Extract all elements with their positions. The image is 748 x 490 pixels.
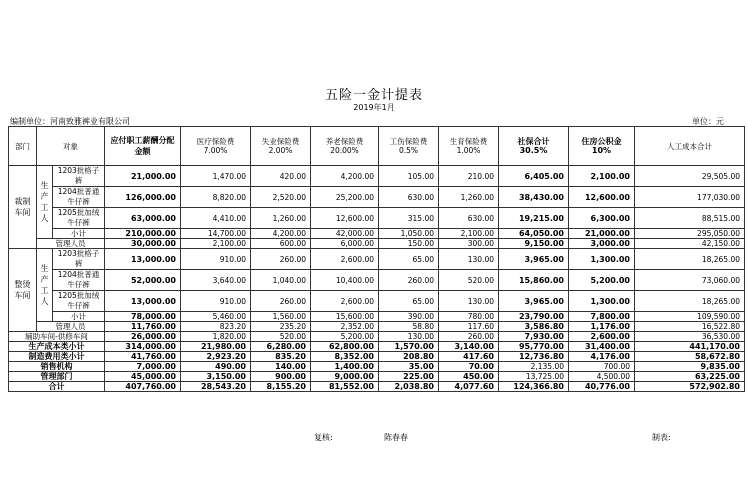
cell-labor: 18,265.00 xyxy=(635,249,745,270)
cell-maternity: 4,077.60 xyxy=(439,382,499,392)
cell-injury: 105.00 xyxy=(379,166,439,187)
row-item: 1203批格子裤 xyxy=(53,166,105,187)
group-label: 生产工人 xyxy=(37,249,53,322)
cell-unemployment: 900.00 xyxy=(251,372,311,382)
col-social: 社保合计 30.5% xyxy=(499,127,569,166)
cell-maternity: 117.60 xyxy=(439,322,499,332)
table-row xyxy=(9,229,745,239)
cell-unemployment: 1,560.00 xyxy=(251,312,311,322)
cell-labor: 18,265.00 xyxy=(635,291,745,312)
cell-pension: 6,000.00 xyxy=(311,239,379,249)
cell-pension: 2,600.00 xyxy=(311,291,379,312)
cell-maternity: 300.00 xyxy=(439,239,499,249)
cell-labor: 109,590.00 xyxy=(635,312,745,322)
group-label: 生产工人 xyxy=(37,166,53,239)
cell-social: 15,860.00 xyxy=(499,270,569,291)
cell-salary: 30,000.00 xyxy=(105,239,181,249)
cell-pension: 10,400.00 xyxy=(311,270,379,291)
preparer-label: 制表: xyxy=(652,433,671,442)
cell-salary: 13,000.00 xyxy=(105,291,181,312)
cell-housing: 700.00 xyxy=(569,362,635,372)
cell-pension: 62,800.00 xyxy=(311,342,379,352)
row-item: 辅助车间-供修车间 xyxy=(9,332,105,342)
cell-social: 38,430.00 xyxy=(499,187,569,208)
col-labor: 人工成本合计 xyxy=(635,127,745,166)
cell-salary: 407,760.00 xyxy=(105,382,181,392)
cell-medical: 823.20 xyxy=(181,322,251,332)
cell-maternity: 780.00 xyxy=(439,312,499,322)
cell-salary: 13,000.00 xyxy=(105,249,181,270)
cell-maternity: 260.00 xyxy=(439,332,499,342)
cell-pension: 1,400.00 xyxy=(311,362,379,372)
summary-row xyxy=(9,372,745,382)
cell-labor: 441,170.00 xyxy=(635,342,745,352)
cell-unemployment: 835.20 xyxy=(251,352,311,362)
cell-housing: 12,600.00 xyxy=(569,187,635,208)
cell-pension: 25,200.00 xyxy=(311,187,379,208)
cell-injury: 208.80 xyxy=(379,352,439,362)
cell-medical: 490.00 xyxy=(181,362,251,372)
cell-salary: 26,000.00 xyxy=(105,332,181,342)
cell-medical: 910.00 xyxy=(181,249,251,270)
table-row xyxy=(9,291,745,312)
cell-housing: 21,000.00 xyxy=(569,229,635,239)
cell-maternity: 130.00 xyxy=(439,249,499,270)
col-maternity: 生育保险费 1.00% xyxy=(439,127,499,166)
table-row xyxy=(9,270,745,291)
cell-salary: 41,760.00 xyxy=(105,352,181,362)
summary-row xyxy=(9,352,745,362)
insurance-table xyxy=(8,126,745,392)
cell-salary: 52,000.00 xyxy=(105,270,181,291)
cell-unemployment: 1,040.00 xyxy=(251,270,311,291)
cell-labor: 29,505.00 xyxy=(635,166,745,187)
row-item: 小计 xyxy=(53,229,105,239)
cell-unemployment: 6,280.00 xyxy=(251,342,311,352)
cell-unemployment: 4,200.00 xyxy=(251,229,311,239)
cell-maternity: 630.00 xyxy=(439,208,499,229)
report-title: 五险一金计提表 xyxy=(324,88,423,103)
summary-row xyxy=(9,342,745,352)
cell-salary: 45,000.00 xyxy=(105,372,181,382)
cell-medical: 1,820.00 xyxy=(181,332,251,342)
cell-labor: 63,225.00 xyxy=(635,372,745,382)
cell-medical: 3,640.00 xyxy=(181,270,251,291)
cell-injury: 58.80 xyxy=(379,322,439,332)
cell-maternity: 210.00 xyxy=(439,166,499,187)
cell-injury: 2,038.80 xyxy=(379,382,439,392)
cell-medical: 4,410.00 xyxy=(181,208,251,229)
cell-labor: 58,672.80 xyxy=(635,352,745,362)
col-dept: 部门 xyxy=(9,127,37,166)
cell-labor: 16,522.80 xyxy=(635,322,745,332)
cell-pension: 2,600.00 xyxy=(311,249,379,270)
report-period: 2019年1月 xyxy=(353,103,395,112)
table-row xyxy=(9,249,745,270)
cell-housing: 1,300.00 xyxy=(569,249,635,270)
cell-housing: 2,100.00 xyxy=(569,166,635,187)
row-item: 销售机构 xyxy=(9,362,105,372)
cell-social: 3,586.80 xyxy=(499,322,569,332)
cell-pension: 2,352.00 xyxy=(311,322,379,332)
cell-housing: 31,400.00 xyxy=(569,342,635,352)
reviewer-name: 陈春春 xyxy=(384,433,408,442)
dept-name: 裁制车间 xyxy=(9,166,37,249)
cell-unemployment: 420.00 xyxy=(251,166,311,187)
col-pension: 养老保险费 20.00% xyxy=(311,127,379,166)
cell-housing: 1,176.00 xyxy=(569,322,635,332)
company-label: 编制单位：河南致雅裤业有限公司 xyxy=(10,117,130,126)
col-injury: 工伤保险费 0.5% xyxy=(379,127,439,166)
cell-injury: 65.00 xyxy=(379,291,439,312)
cell-unemployment: 140.00 xyxy=(251,362,311,372)
cell-salary: 7,000.00 xyxy=(105,362,181,372)
cell-maternity: 520.00 xyxy=(439,270,499,291)
cell-injury: 1,050.00 xyxy=(379,229,439,239)
cell-housing: 1,300.00 xyxy=(569,291,635,312)
cell-social: 9,150.00 xyxy=(499,239,569,249)
cell-unemployment: 260.00 xyxy=(251,249,311,270)
col-medical: 医疗保险费 7.00% xyxy=(181,127,251,166)
table-row xyxy=(9,322,745,332)
cell-injury: 35.00 xyxy=(379,362,439,372)
cell-pension: 81,552.00 xyxy=(311,382,379,392)
cell-medical: 910.00 xyxy=(181,291,251,312)
cell-injury: 390.00 xyxy=(379,312,439,322)
cell-social: 64,050.00 xyxy=(499,229,569,239)
row-item: 制造费用类小计 xyxy=(9,352,105,362)
cell-social: 7,930.00 xyxy=(499,332,569,342)
cell-unemployment: 2,520.00 xyxy=(251,187,311,208)
cell-maternity: 450.00 xyxy=(439,372,499,382)
col-salary: 应付职工薪酬分配金额 xyxy=(105,127,181,166)
col-object: 对象 xyxy=(37,127,105,166)
cell-housing: 2,600.00 xyxy=(569,332,635,342)
table-row xyxy=(9,187,745,208)
row-item: 管理人员 xyxy=(37,239,105,249)
col-unemployment: 失业保险费 2.00% xyxy=(251,127,311,166)
cell-social: 95,770.00 xyxy=(499,342,569,352)
cell-pension: 4,200.00 xyxy=(311,166,379,187)
cell-pension: 12,600.00 xyxy=(311,208,379,229)
row-item: 管理人员 xyxy=(37,322,105,332)
cell-housing: 6,300.00 xyxy=(569,208,635,229)
cell-housing: 5,200.00 xyxy=(569,270,635,291)
cell-unemployment: 260.00 xyxy=(251,291,311,312)
cell-labor: 42,150.00 xyxy=(635,239,745,249)
cell-maternity: 1,260.00 xyxy=(439,187,499,208)
cell-injury: 150.00 xyxy=(379,239,439,249)
table-row xyxy=(9,208,745,229)
cell-social: 12,736.80 xyxy=(499,352,569,362)
cell-medical: 21,980.00 xyxy=(181,342,251,352)
cell-maternity: 130.00 xyxy=(439,291,499,312)
cell-housing: 7,800.00 xyxy=(569,312,635,322)
cell-maternity: 2,100.00 xyxy=(439,229,499,239)
cell-injury: 225.00 xyxy=(379,372,439,382)
cell-social: 23,790.00 xyxy=(499,312,569,322)
cell-pension: 42,000.00 xyxy=(311,229,379,239)
cell-salary: 210,000.00 xyxy=(105,229,181,239)
cell-housing: 4,500.00 xyxy=(569,372,635,382)
cell-medical: 2,923.20 xyxy=(181,352,251,362)
row-item: 1203批格子裤 xyxy=(53,249,105,270)
cell-salary: 78,000.00 xyxy=(105,312,181,322)
cell-pension: 15,600.00 xyxy=(311,312,379,322)
cell-social: 124,366.80 xyxy=(499,382,569,392)
cell-housing: 4,176.00 xyxy=(569,352,635,362)
cell-medical: 5,460.00 xyxy=(181,312,251,322)
cell-pension: 5,200.00 xyxy=(311,332,379,342)
cell-medical: 1,470.00 xyxy=(181,166,251,187)
cell-medical: 3,150.00 xyxy=(181,372,251,382)
review-label: 复核: xyxy=(314,433,333,442)
cell-medical: 14,700.00 xyxy=(181,229,251,239)
row-item: 1204批普通牛仔裤 xyxy=(53,270,105,291)
cell-medical: 8,820.00 xyxy=(181,187,251,208)
cell-pension: 8,352.00 xyxy=(311,352,379,362)
cell-injury: 1,570.00 xyxy=(379,342,439,352)
cell-labor: 9,835.00 xyxy=(635,362,745,372)
cell-social: 19,215.00 xyxy=(499,208,569,229)
cell-unemployment: 235.20 xyxy=(251,322,311,332)
row-item: 1205批加绒牛仔裤 xyxy=(53,291,105,312)
row-item: 1204批普通牛仔裤 xyxy=(53,187,105,208)
cell-social: 13,725.00 xyxy=(499,372,569,382)
row-item: 小计 xyxy=(53,312,105,322)
summary-row xyxy=(9,362,745,372)
table-row xyxy=(9,239,745,249)
row-item: 管理部门 xyxy=(9,372,105,382)
cell-salary: 11,760.00 xyxy=(105,322,181,332)
cell-injury: 315.00 xyxy=(379,208,439,229)
cell-maternity: 3,140.00 xyxy=(439,342,499,352)
cell-social: 6,405.00 xyxy=(499,166,569,187)
cell-unemployment: 600.00 xyxy=(251,239,311,249)
cell-housing: 3,000.00 xyxy=(569,239,635,249)
total-row xyxy=(9,382,745,392)
cell-unemployment: 1,260.00 xyxy=(251,208,311,229)
cell-unemployment: 520.00 xyxy=(251,332,311,342)
cell-labor: 177,030.00 xyxy=(635,187,745,208)
cell-labor: 295,050.00 xyxy=(635,229,745,239)
cell-labor: 572,902.80 xyxy=(635,382,745,392)
cell-maternity: 417.60 xyxy=(439,352,499,362)
row-item: 1205批加绒牛仔裤 xyxy=(53,208,105,229)
row-item: 生产成本类小计 xyxy=(9,342,105,352)
cell-social: 3,965.00 xyxy=(499,249,569,270)
row-item: 合计 xyxy=(9,382,105,392)
cell-medical: 2,100.00 xyxy=(181,239,251,249)
table-row xyxy=(9,166,745,187)
cell-injury: 130.00 xyxy=(379,332,439,342)
cell-injury: 65.00 xyxy=(379,249,439,270)
currency-unit: 单位：元 xyxy=(692,117,724,126)
cell-labor: 73,060.00 xyxy=(635,270,745,291)
cell-salary: 21,000.00 xyxy=(105,166,181,187)
cell-housing: 40,776.00 xyxy=(569,382,635,392)
table-row xyxy=(9,332,745,342)
cell-labor: 36,530.00 xyxy=(635,332,745,342)
col-housing: 住房公积金 10% xyxy=(569,127,635,166)
cell-social: 2,135.00 xyxy=(499,362,569,372)
cell-maternity: 70.00 xyxy=(439,362,499,372)
cell-pension: 9,000.00 xyxy=(311,372,379,382)
cell-labor: 88,515.00 xyxy=(635,208,745,229)
cell-salary: 314,000.00 xyxy=(105,342,181,352)
dept-name: 整烫车间 xyxy=(9,249,37,332)
cell-medical: 28,543.20 xyxy=(181,382,251,392)
cell-injury: 260.00 xyxy=(379,270,439,291)
table-row xyxy=(9,312,745,322)
cell-salary: 63,000.00 xyxy=(105,208,181,229)
cell-social: 3,965.00 xyxy=(499,291,569,312)
cell-salary: 126,000.00 xyxy=(105,187,181,208)
cell-injury: 630.00 xyxy=(379,187,439,208)
cell-unemployment: 8,155.20 xyxy=(251,382,311,392)
